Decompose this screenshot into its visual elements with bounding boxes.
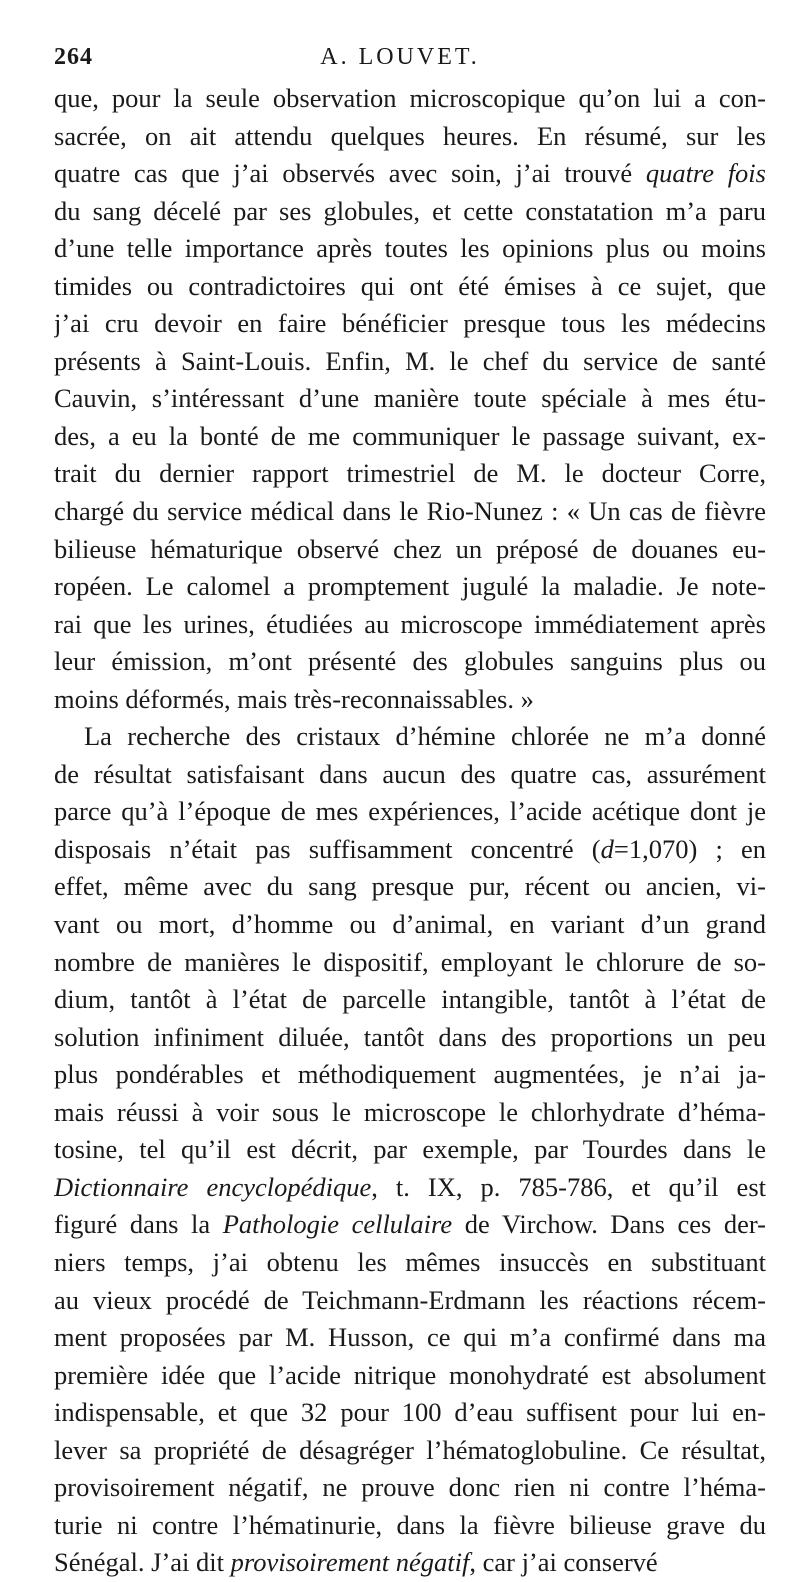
running-title: A. LOUVET.	[320, 44, 480, 70]
text-line: présents à Saint-Louis. Enfin, M. le chef du service de santé	[54, 345, 766, 376]
text-line: première idée que l’acide nitrique monohydraté est absolument	[54, 1359, 766, 1390]
page-header	[54, 44, 746, 74]
text-line: Dictionnaire encyclopédique, t. IX, p. 785-786, et qu’il est	[54, 1171, 766, 1202]
text-line: turie ni contre l’hématinurie, dans la fièvre bilieuse grave du	[54, 1509, 766, 1540]
text-line: timides ou contradictoires qui ont été émises à ce sujet, que	[54, 270, 766, 301]
text-line: moins déformés, mais très-reconnaissables. »	[54, 683, 534, 714]
text-line: au vieux procédé de Teichmann-Erdmann les réactions récem-	[54, 1284, 766, 1315]
text-line: bilieuse hématurique observé chez un préposé de douanes eu-	[54, 533, 766, 564]
text-line: lever sa propriété de désagréger l’hématoglobuline. Ce résultat,	[54, 1434, 766, 1465]
text-line: indispensable, et que 32 pour 100 d’eau suffisent pour lui en-	[54, 1397, 766, 1428]
text-line: d’une telle importance après toutes les opinions plus ou moins	[54, 233, 766, 264]
text-line: parce qu’à l’époque de mes expériences, l’acide acétique dont je	[54, 796, 766, 827]
text-line: sacrée, on ait attendu quelques heures. En résumé, sur les	[54, 120, 766, 151]
text-line: tosine, tel qu’il est décrit, par exemple, par Tourdes dans le	[54, 1134, 766, 1165]
text-line: ropéen. Le calomel a promptement jugulé la maladie. Je note-	[54, 571, 766, 602]
text-line: effet, même avec du sang presque pur, récent ou ancien, vi-	[54, 871, 766, 902]
text-line: niers temps, j’ai obtenu les mêmes insuccès en substituant	[54, 1246, 766, 1277]
text-line: des, a eu la bonté de me communiquer le passage suivant, ex-	[54, 420, 766, 451]
text-line: de résultat satisfaisant dans aucun des quatre cas, assurément	[54, 758, 766, 789]
page-number: 264	[54, 44, 93, 70]
text-line: du sang décelé par ses globules, et cette constatation m’a paru	[54, 195, 766, 226]
text-line: mais réussi à voir sous le microscope le chlorhydrate d’héma-	[54, 1096, 766, 1127]
text-line: provisoirement négatif, ne prouve donc rien ni contre l’héma-	[54, 1472, 766, 1503]
text-line: Sénégal. J’ai dit provisoirement négatif, car j’ai conservé	[54, 1547, 658, 1578]
text-line: figuré dans la Pathologie cellulaire de Virchow. Dans ces der-	[54, 1209, 766, 1240]
text-line: disposais n’était pas suffisamment concentré (d=1,070) ; en	[54, 833, 766, 864]
text-line: solution infiniment diluée, tantôt dans des proportions un peu	[54, 1021, 766, 1052]
text-line: La recherche des cristaux d’hémine chlorée ne m’a donné	[84, 721, 766, 752]
text-line: trait du dernier rapport trimestriel de M. le docteur Corre,	[54, 458, 766, 489]
text-line: plus pondérables et méthodiquement augmentées, je n’ai ja-	[54, 1059, 766, 1090]
text-line: que, pour la seule observation microscopique qu’on lui a con-	[54, 83, 766, 113]
text-line: nombre de manières le dispositif, employant le chlorure de so-	[54, 946, 766, 977]
text-line: j’ai cru devoir en faire bénéficier presque tous les médecins	[54, 308, 766, 339]
body-text	[54, 80, 766, 1582]
italic-text: provisoirement négatif	[230, 1547, 470, 1578]
text-line: quatre cas que j’ai observés avec soin, j’ai trouvé quatre fois	[54, 158, 766, 189]
text-line: Cauvin, s’intéressant d’une manière toute spéciale à mes étu-	[54, 383, 766, 414]
italic-text: Pathologie cellulaire	[222, 1209, 453, 1240]
text-line: ment proposées par M. Husson, ce qui m’a confirmé dans ma	[54, 1322, 766, 1353]
text-line: vant ou mort, d’homme ou d’animal, en variant d’un grand	[54, 909, 766, 940]
text-line: chargé du service médical dans le Rio-Nunez : « Un cas de fièvre	[54, 496, 766, 527]
italic-text: d	[600, 833, 614, 864]
text-line: rai que les urines, étudiées au microscope immédiatement après	[54, 608, 766, 639]
text-line: leur émission, m’ont présenté des globules sanguins plus ou	[54, 646, 766, 677]
text-line: dium, tantôt à l’état de parcelle intangible, tantôt à l’état de	[54, 984, 766, 1015]
italic-text: Dictionnaire encyclopédique	[54, 1171, 372, 1202]
italic-text: quatre fois	[645, 158, 766, 189]
